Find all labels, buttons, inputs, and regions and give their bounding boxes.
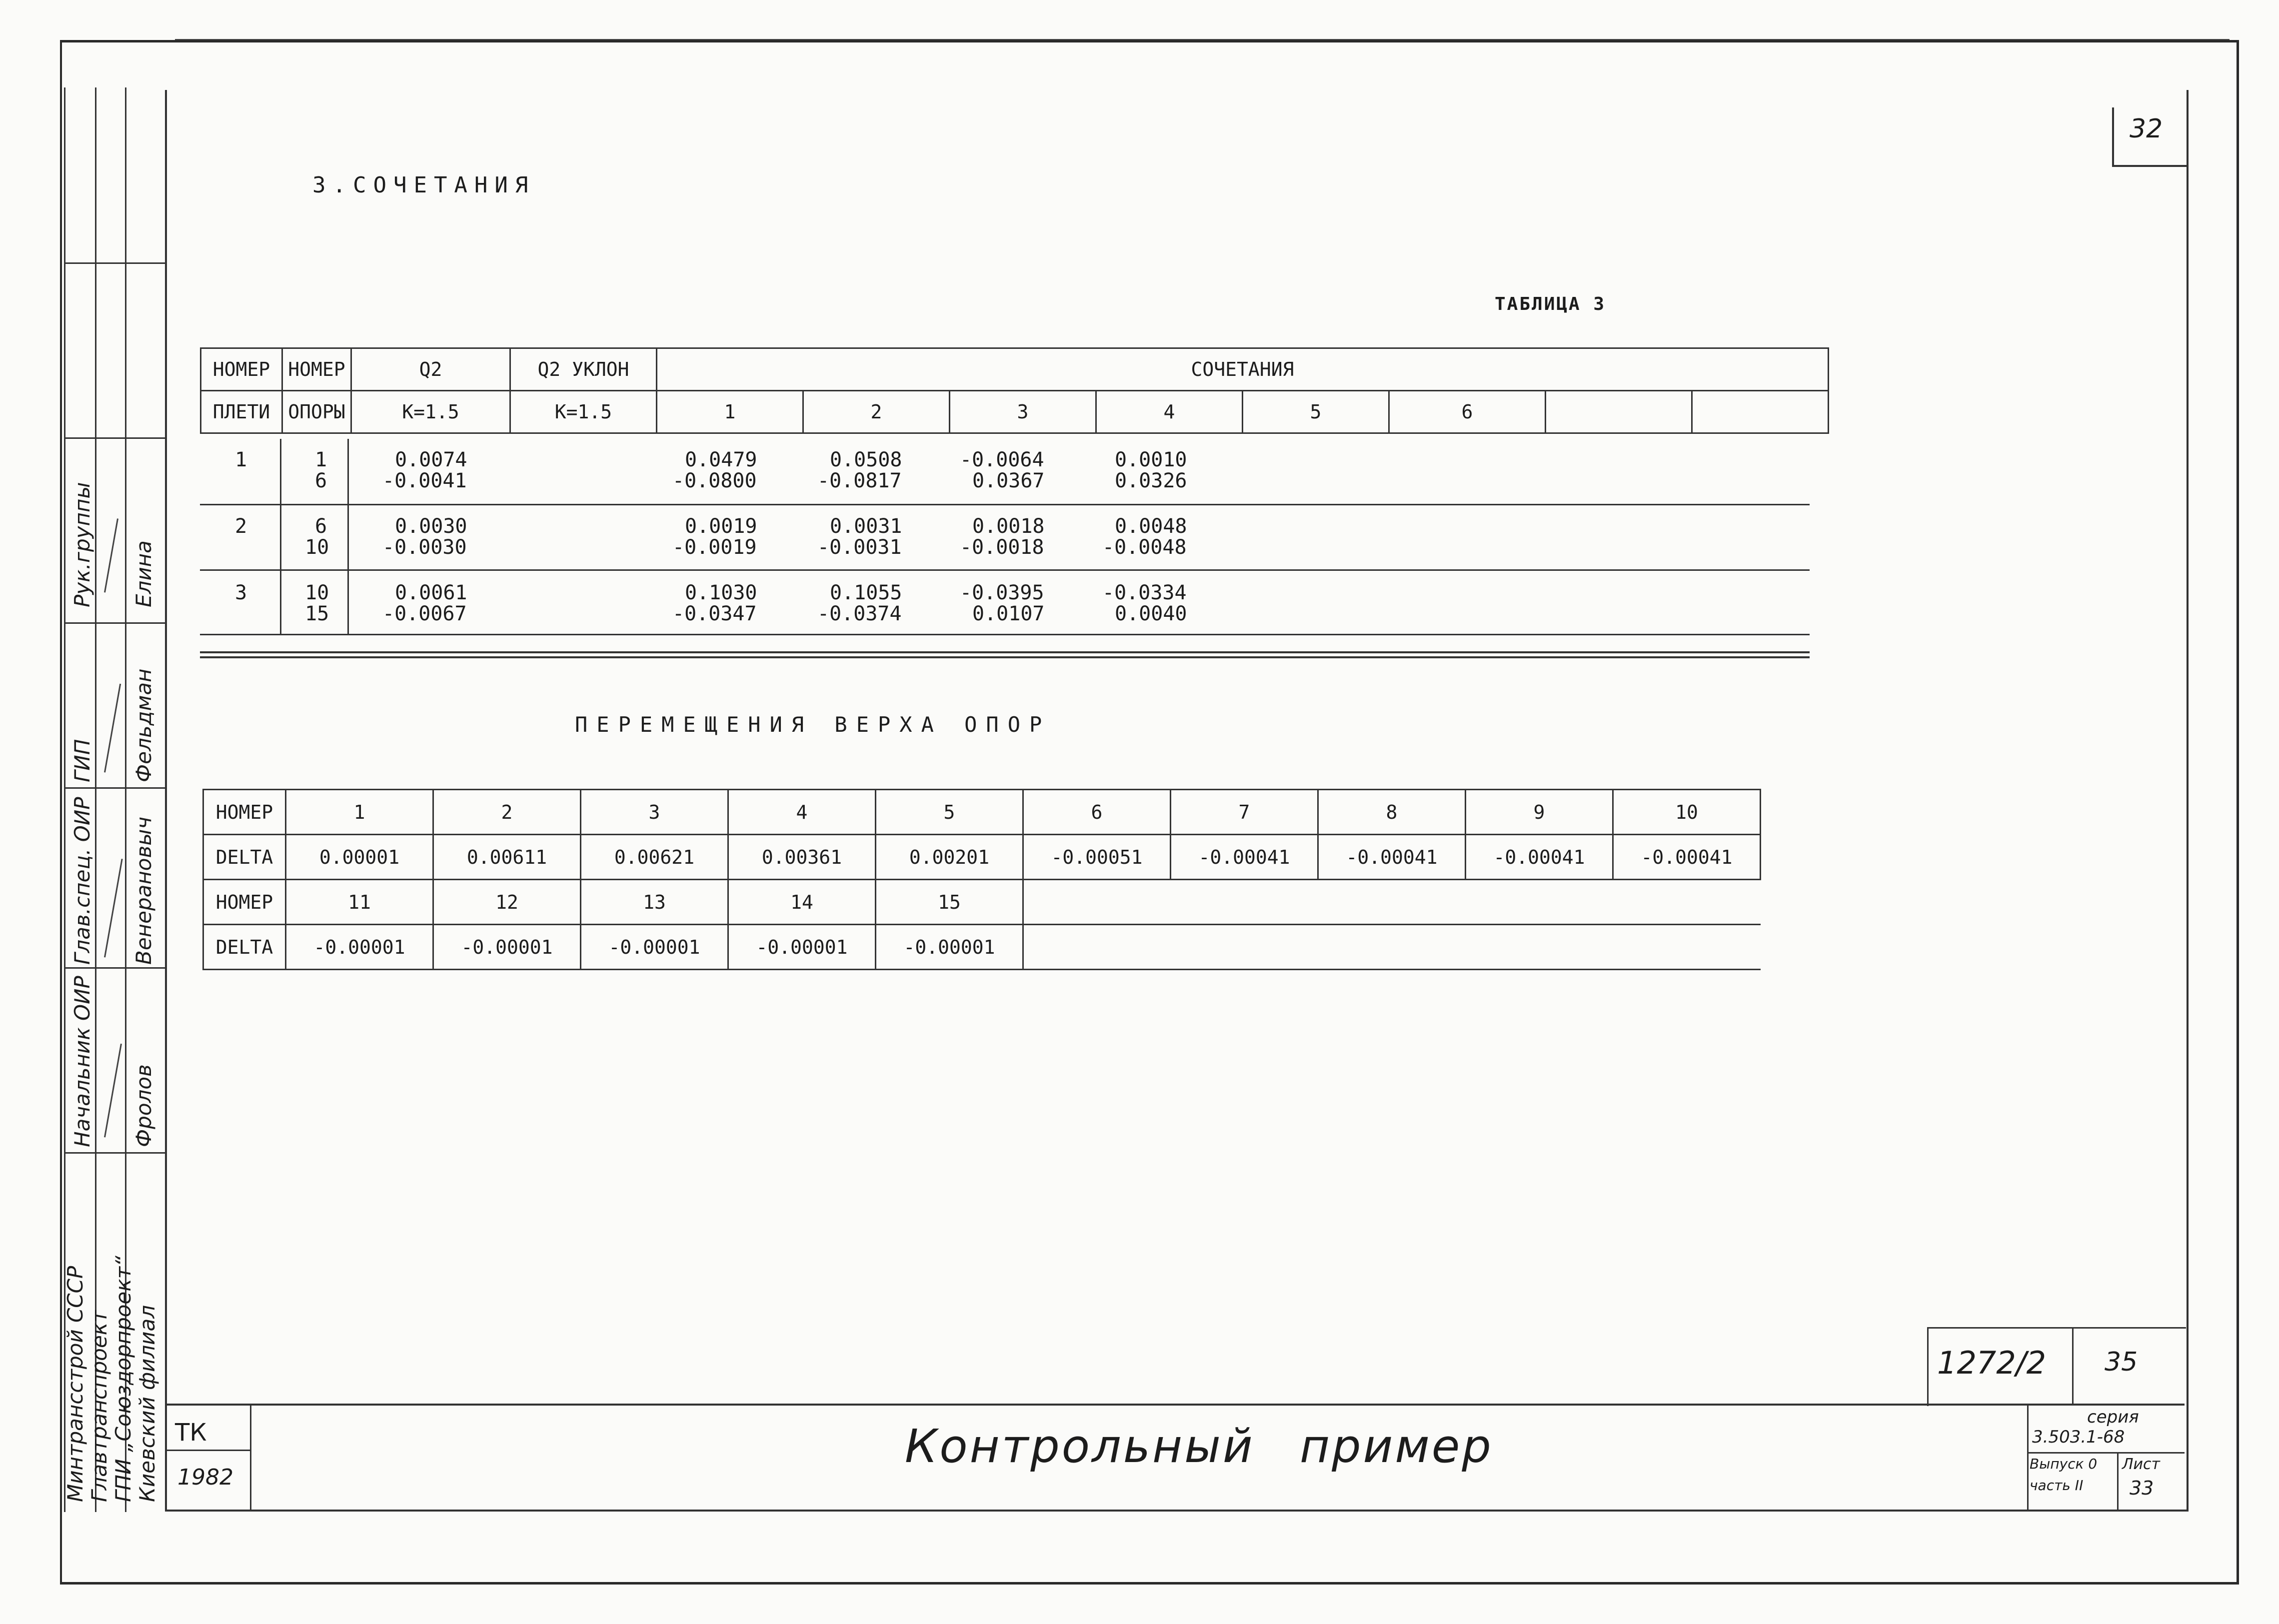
name-label: Фельдман	[131, 668, 156, 782]
signature	[104, 859, 123, 957]
header-cell: ОПОРЫ	[282, 391, 351, 433]
year-label: 1982	[177, 1465, 233, 1490]
position-label: Рук.группы	[70, 482, 94, 607]
header-cell: НОМЕР	[201, 348, 282, 391]
header-cell	[1546, 391, 1692, 433]
table-row: 3 10 15 0.0061 -0.0067 0.1030 -0.0347 0.1055 -0.0374 -0.0395 0.0107 -0.0334 0.0040	[200, 571, 1810, 635]
name-label: Елина	[131, 540, 156, 607]
displacements-table	[202, 789, 1761, 970]
header-cell: НОМЕР	[282, 348, 351, 391]
table-row: DELTA 0.00001 0.00611 0.00621 0.00361 0.00201 -0.00051 -0.00041 -0.00041 -0.00041 -0.00041	[203, 835, 1761, 880]
left-stamp-strip	[64, 87, 165, 1512]
header-cell	[1692, 391, 1829, 433]
header-cell: 2	[803, 391, 950, 433]
issue-label: Выпуск 0	[2030, 1456, 2098, 1472]
position-label: Начальник ОИР	[70, 976, 94, 1147]
org-line: Минтрансстрой СССР	[63, 1266, 87, 1502]
signature	[104, 1044, 122, 1138]
org-line: Киевский филиал	[135, 1305, 159, 1502]
sheet-number: 32	[2130, 114, 2163, 144]
name-label: Венерановыч	[131, 816, 156, 965]
title-block-line	[165, 1404, 2185, 1406]
position-label: Глав.спец. ОИР	[70, 797, 94, 965]
series-value: 3.503.1-68	[2032, 1427, 2125, 1447]
table-row: 1 1 6 0.0074 -0.0041 0.0479 -0.0800 0.0508 -0.0817 -0.0064 0.0367 0.0010 0.0326	[200, 439, 1810, 505]
table-end-double-line	[200, 651, 1810, 658]
drawing-title-2: пример	[1300, 1420, 1493, 1473]
header-cell: ПЛЕТИ	[201, 391, 282, 433]
table-row: НОМЕР 1 2 3 4 5 6 7 8 9 10	[203, 790, 1761, 835]
header-cell: 1	[657, 391, 803, 433]
section2-title: ПЕРЕМЕЩЕНИЯ ВЕРХА ОПОР	[575, 712, 1051, 737]
header-cell: K=1.5	[510, 391, 657, 433]
table-row: 2 6 10 0.0030 -0.0030 0.0019 -0.0019 0.0031 -0.0031 0.0018 -0.0018 0.0048 -0.0048	[200, 505, 1810, 571]
position-label: ГИП	[70, 739, 94, 782]
project-sheet: 35	[2105, 1347, 2138, 1377]
table-row: DELTA -0.00001 -0.00001 -0.00001 -0.00001 -0.00001	[203, 925, 1761, 970]
series-label: серия	[2087, 1407, 2139, 1427]
header-cell: 3	[950, 391, 1096, 433]
tk-label: ТК	[175, 1419, 207, 1447]
sheet-value: 33	[2130, 1477, 2154, 1499]
signature	[104, 518, 118, 592]
org-line: Главтранспроект	[87, 1310, 111, 1502]
table-label: ТАБЛИЦА 3	[1495, 294, 1606, 314]
org-line: ГПИ „Союздорпроект“	[111, 1256, 135, 1502]
part-label: часть II	[2030, 1477, 2084, 1494]
name-label: Фролов	[131, 1064, 156, 1147]
header-cell: Q2 УКЛОН	[510, 348, 657, 391]
drawing-title: Контрольный	[905, 1420, 1255, 1473]
table-row: НОМЕР 11 12 13 14 15	[203, 880, 1761, 925]
project-code: 1272/2	[1937, 1345, 2047, 1381]
header-cell: 5	[1243, 391, 1389, 433]
sheet-label: Лист	[2122, 1456, 2161, 1473]
combinations-table-header	[200, 347, 1829, 434]
section-title: 3.СОЧЕТАНИЯ	[312, 172, 535, 198]
header-cell: 6	[1389, 391, 1546, 433]
signature	[104, 684, 121, 773]
header-cell: 4	[1096, 391, 1243, 433]
header-cell: СОЧЕТАНИЯ	[657, 348, 1829, 391]
header-cell: K=1.5	[351, 391, 510, 433]
header-cell: Q2	[351, 348, 510, 391]
